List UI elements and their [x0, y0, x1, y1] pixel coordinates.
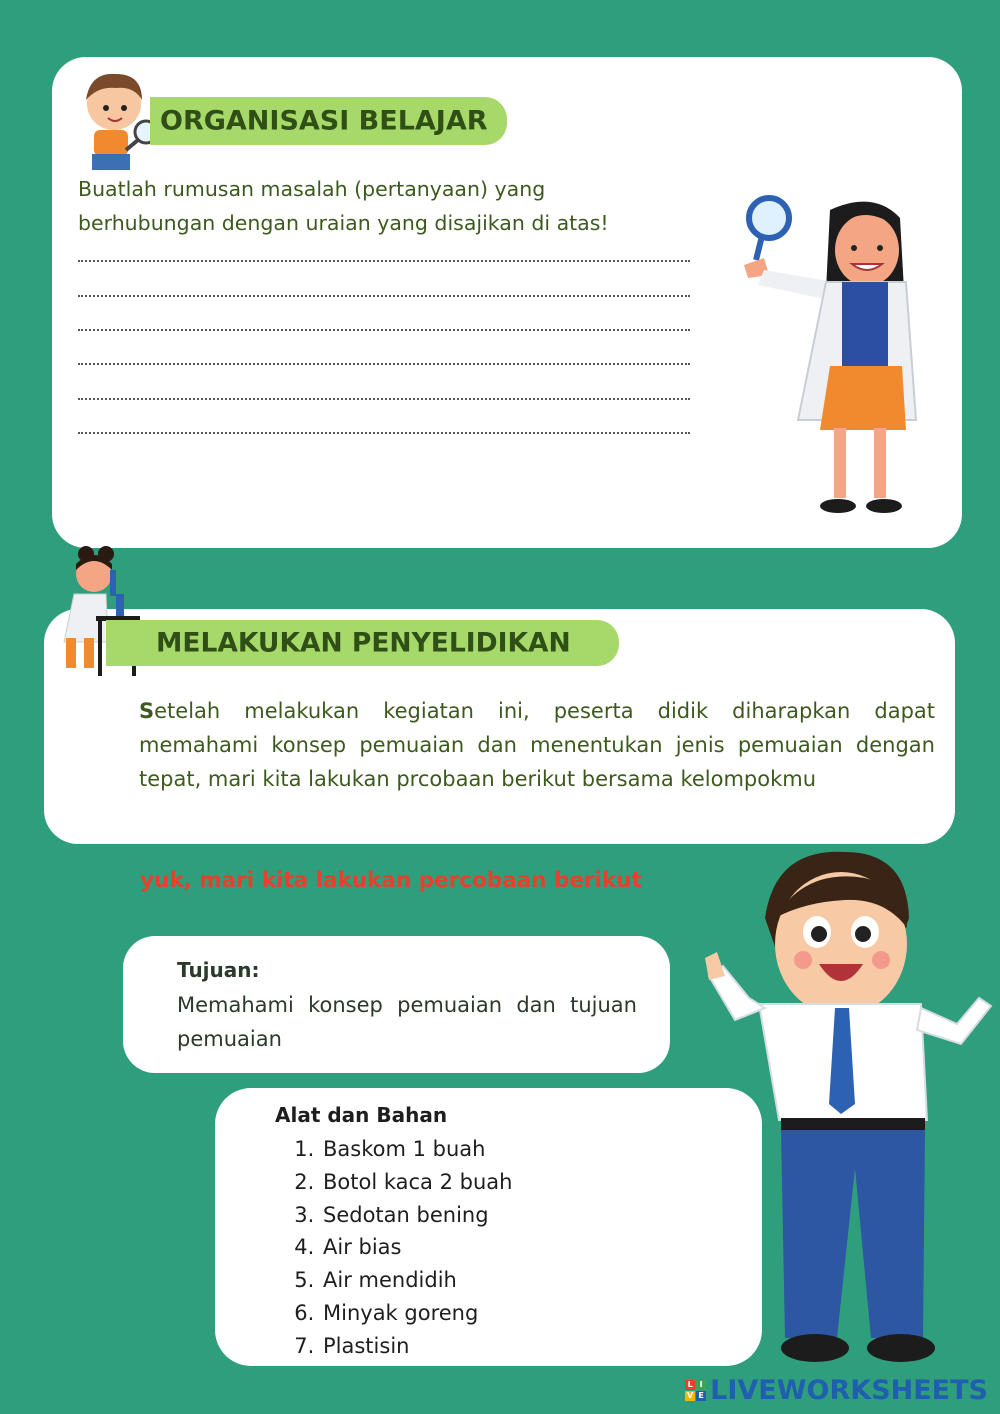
- answer-line-1[interactable]: [78, 260, 690, 262]
- alat-bahan-list: [275, 1133, 512, 1363]
- list-item: 2. Botol kaca 2 buah: [321, 1166, 512, 1199]
- list-item: 4. Air bias: [321, 1231, 512, 1264]
- answer-line-2[interactable]: [78, 295, 690, 297]
- logo-wordmark: LIVEWORKSHEETS: [710, 1375, 988, 1406]
- logo-mark-icon: L I V E: [685, 1380, 706, 1401]
- melakukan-penyelidikan-title: MELAKUKAN PENYELIDIKAN: [156, 627, 571, 659]
- paragraph-first-letter: S: [139, 699, 155, 723]
- organisasi-belajar-title: ORGANISASI BELAJAR: [160, 105, 488, 137]
- tujuan-label: Tujuan:: [177, 958, 260, 982]
- melakukan-penyelidikan-title-pill: [106, 620, 619, 666]
- organisasi-belajar-title-pill: [150, 97, 507, 145]
- tujuan-text: Memahami konsep pemuaian dan tujuan pemuaian: [177, 993, 637, 1051]
- instruction-line-2: berhubungan dengan uraian yang disajikan di atas!: [78, 211, 609, 235]
- penyelidikan-paragraph: [139, 694, 935, 796]
- callout-text: yuk, mari kita lakukan percobaan berikut: [140, 868, 642, 893]
- answer-line-3[interactable]: [78, 329, 690, 331]
- answer-line-6[interactable]: [78, 432, 690, 434]
- answer-line-5[interactable]: [78, 398, 690, 400]
- list-item: 7. Plastisin: [321, 1330, 512, 1363]
- alat-bahan-label: Alat dan Bahan: [275, 1103, 448, 1127]
- paragraph-body: etelah melakukan kegiatan ini, peserta didik diharapkan dapat memahami konsep pemuaian dan menentukan jenis pemuaian dengan tepat, mari kita lakukan prcobaan berikut bersama kelompokmu: [139, 699, 935, 791]
- alat-bahan-list-wrap: [275, 1133, 512, 1363]
- instruction-line-1: Buatlah rumusan masalah (pertanyaan) yang: [78, 177, 546, 201]
- instruction-text: [78, 172, 609, 240]
- list-item: 5. Air mendidih: [321, 1264, 512, 1297]
- list-item: 1. Baskom 1 buah: [321, 1133, 512, 1166]
- list-item: 3. Sedotan bening: [321, 1199, 512, 1232]
- list-item: 6. Minyak goreng: [321, 1297, 512, 1330]
- scientist-girl-icon: [734, 190, 934, 515]
- student-boy-icon: [695, 848, 995, 1384]
- liveworksheets-logo: [685, 1375, 988, 1406]
- answer-line-4[interactable]: [78, 363, 690, 365]
